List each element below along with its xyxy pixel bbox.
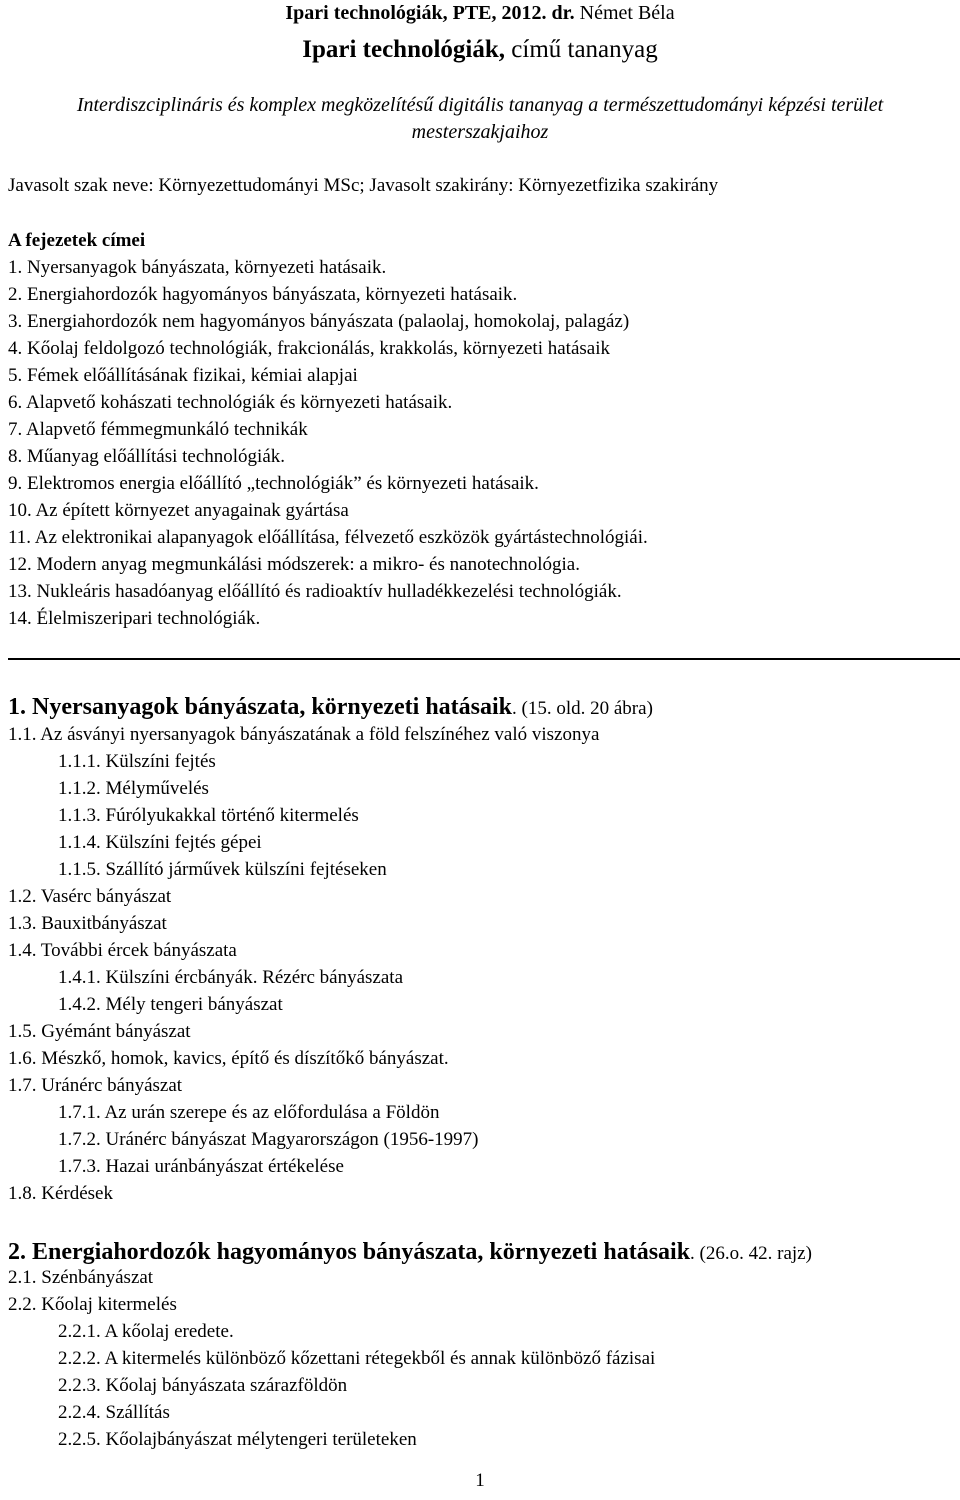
outline-subitem: 1.4.1. Külszíni ércbányák. Rézérc bányászata (58, 967, 404, 988)
outline-subitem: 1.1.4. Külszíni fejtés gépei (58, 832, 262, 853)
outline-subitem: 1.1.5. Szállító járművek külszíni fejtéseken (58, 859, 387, 880)
outline-item: 1.1. Az ásványi nyersanyagok bányászatának a föld felszínéhez való viszonya (8, 724, 600, 745)
outline-item: 1.6. Mészkő, homok, kavics, építő és díszítőkő bányászat. (8, 1048, 449, 1069)
chapters-heading: A fejezetek címei (8, 230, 146, 251)
title-rest: című tananyag (505, 36, 658, 63)
recommended-program: Javasolt szak neve: Környezettudományi MSc; Javasolt szakirány: Környezetfizika szakirány (8, 175, 719, 196)
subtitle-line-1: Interdiszciplináris és komplex megközelítésű digitális tananyag a természettudományi képzési terület (76, 94, 884, 116)
chapter-item: 1. Nyersanyagok bányászata, környezeti hatásaik. (8, 257, 387, 278)
outline-subitem: 1.1.2. Mélyművelés (58, 778, 209, 799)
chapter-item: 2. Energiahordozók hagyományos bányászata, környezeti hatásaik. (8, 284, 518, 305)
chapter-item: 6. Alapvető kohászati technológiák és környezeti hatásaik. (8, 392, 453, 413)
outline-subitem: 2.2.3. Kőolaj bányászata szárazföldön (58, 1375, 348, 1396)
outline-subitem: 2.2.5. Kőolajbányászat mélytengeri területeken (58, 1429, 417, 1450)
chapter-item: 7. Alapvető fémmegmunkáló technikák (8, 419, 308, 440)
outline-item: 2.2. Kőolaj kitermelés (8, 1294, 177, 1315)
chapter-item: 9. Elektromos energia előállító „technológiák” és környezeti hatásaik. (8, 473, 539, 494)
section2-heading (8, 1239, 812, 1265)
section1-note: . (15. old. 20 ábra) (512, 698, 653, 719)
chapter-item: 4. Kőolaj feldolgozó technológiák, frakcionálás, krakkolás, környezeti hatásaik (8, 338, 610, 359)
outline-item: 1.2. Vasérc bányászat (8, 886, 172, 907)
title-bold: Ipari technológiák, (302, 36, 506, 63)
outline-subitem: 1.7.2. Uránérc bányászat Magyarországon (1956-1997) (58, 1129, 479, 1150)
outline-subitem: 1.1.3. Fúrólyukakkal történő kitermelés (58, 805, 359, 826)
outline-item: 1.7. Uránérc bányászat (8, 1075, 183, 1096)
document-title (8, 36, 952, 64)
outline-item: 1.3. Bauxitbányászat (8, 913, 167, 934)
header-name-part: Német Béla (574, 2, 675, 24)
outline-item: 1.8. Kérdések (8, 1183, 113, 1204)
section2-title: 2. Energiahordozók hagyományos bányászata, környezeti hatásaik (8, 1239, 691, 1265)
chapter-item: 5. Fémek előállításának fizikai, kémiai alapjai (8, 365, 358, 386)
outline-subitem: 1.1.1. Külszíni fejtés (58, 751, 216, 772)
header-bold-part: Ipari technológiák, PTE, 2012. dr. (285, 2, 575, 24)
running-header (8, 2, 952, 24)
chapter-item: 10. Az épített környezet anyagainak gyártása (8, 500, 349, 521)
chapter-item: 11. Az elektronikai alapanyagok előállítása, félvezető eszközök gyártástechnológiái. (8, 527, 648, 548)
chapter-item: 13. Nukleáris hasadóanyag előállító és radioaktív hulladékkezelési technológiák. (8, 581, 622, 602)
chapter-item: 3. Energiahordozók nem hagyományos bányászata (palaolaj, homokolaj, palagáz) (8, 311, 630, 332)
outline-subitem: 2.2.4. Szállítás (58, 1402, 170, 1423)
outline-subitem: 1.7.3. Hazai uránbányászat értékelése (58, 1156, 344, 1177)
section1-title: 1. Nyersanyagok bányászata, környezeti hatásaik (8, 694, 513, 720)
outline-subitem: 1.4.2. Mély tengeri bányászat (58, 994, 283, 1015)
outline-item: 1.4. További ércek bányászata (8, 940, 237, 961)
section2-note: . (26.o. 42. rajz) (690, 1243, 812, 1264)
chapter-item: 12. Modern anyag megmunkálási módszerek: a mikro- és nanotechnológia. (8, 554, 580, 575)
section-divider (8, 658, 960, 660)
page-number: 1 (475, 1470, 485, 1491)
outline-subitem: 2.2.1. A kőolaj eredete. (58, 1321, 234, 1342)
outline-item: 2.1. Szénbányászat (8, 1267, 154, 1288)
subtitle-line-2: mesterszakjaihoz (411, 121, 549, 143)
chapter-item: 14. Élelmiszeripari technológiák. (8, 608, 261, 629)
outline-subitem: 1.7.1. Az urán szerepe és az előfordulása a Földön (58, 1102, 440, 1123)
outline-item: 1.5. Gyémánt bányászat (8, 1021, 191, 1042)
chapter-item: 8. Műanyag előállítási technológiák. (8, 446, 286, 467)
section1-heading (8, 694, 653, 720)
outline-subitem: 2.2.2. A kitermelés különböző kőzettani rétegekből és annak különböző fázisai (58, 1348, 656, 1369)
